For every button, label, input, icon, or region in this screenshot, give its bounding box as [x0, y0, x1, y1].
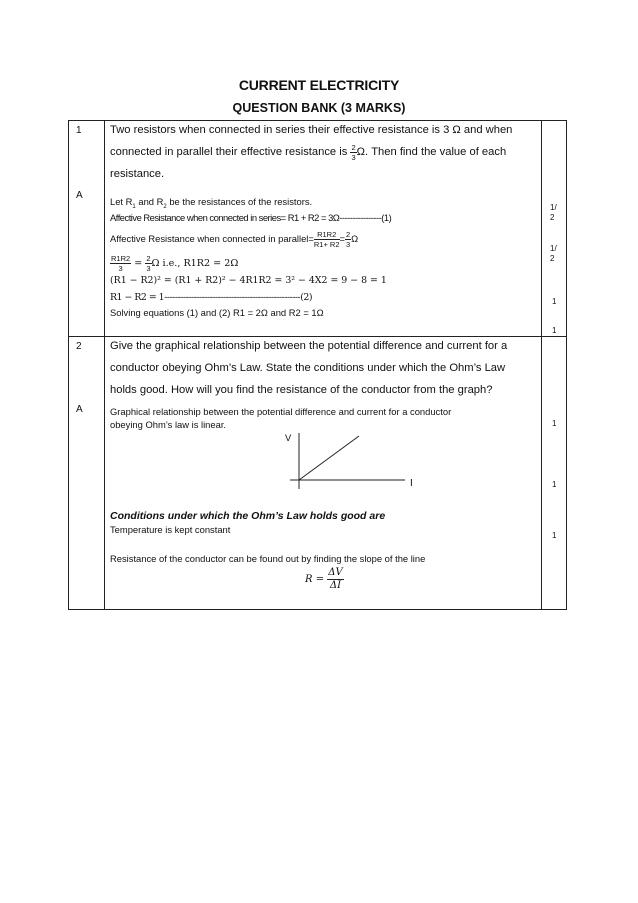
resistance-formula: [305, 567, 344, 592]
resistance-text: Resistance of the conductor can be found out by finding the slope of the line: [110, 553, 426, 564]
fraction-numerator: R1R2: [314, 230, 340, 240]
answer-text: [110, 196, 540, 322]
question-line: Two resistors when connected in series their effective resistance is 3 Ω and when: [110, 124, 513, 136]
fraction-numerator: ΔV: [328, 567, 343, 578]
conditions-heading: Conditions under which the Ohm’s Law holds good are: [110, 510, 386, 522]
answer-line: [110, 196, 540, 212]
answer-line: Graphical relationship between the potential difference and current for a conductor: [110, 406, 452, 417]
page-subtitle: QUESTION BANK (3 MARKS): [232, 101, 406, 115]
answer-line: R1 − R2 = 1---------------------------------------------------(2): [110, 292, 312, 303]
marks-value: 1: [552, 297, 557, 306]
question-line: resistance.: [110, 168, 165, 180]
answer-text-part: =: [131, 258, 146, 269]
question-line: conductor obeying Ohm’s Law. State the conditions under which the Ohm’s Law: [110, 362, 506, 374]
fraction-numerator: 2: [146, 254, 151, 264]
answer-line: [110, 251, 540, 275]
marks-value: 1: [552, 326, 557, 335]
question-line-text: Ω. Then find the value of each: [356, 146, 507, 158]
marks-value: 1/: [550, 244, 557, 253]
answer-line: Affective Resistance when connected in series= R1 + R2 = 3Ω----------------(1): [110, 212, 392, 223]
subscript: 2: [163, 203, 167, 210]
marks-value: 1/: [550, 203, 557, 212]
fraction: [314, 230, 340, 249]
question-line: [110, 141, 540, 163]
answer-text-part: and R: [135, 196, 164, 207]
answer-text-part: =: [339, 233, 345, 244]
page-title: CURRENT ELECTRICITY: [238, 77, 400, 93]
answer-text-part: Let R: [110, 196, 133, 207]
marks-value: 1: [552, 480, 557, 489]
fraction-numerator: 2: [345, 230, 351, 240]
answer-label: A: [76, 190, 83, 201]
fraction: [110, 254, 131, 273]
question-text: [110, 335, 542, 401]
graph-v-label: V: [285, 432, 292, 443]
marks-value: 2: [550, 254, 555, 263]
question-line: Give the graphical relationship between the potential difference and current for a: [110, 340, 508, 352]
fraction-denominator: 3: [118, 264, 123, 274]
formula-lhs: R =: [305, 574, 328, 585]
answer-text-part: be the resistances of the resistors.: [166, 196, 313, 207]
question-line: holds good. How will you find the resistance of the conductor from the graph?: [110, 384, 493, 396]
fraction-denominator: 3: [345, 240, 351, 250]
fraction-numerator: R1R2: [111, 254, 131, 264]
answer-label: A: [76, 404, 83, 415]
answer-line: (R1 − R2)² = (R1 + R2)² − 4R1R2 = 3² − 4X2 = 9 − 8 = 1: [110, 275, 387, 286]
question-text: [110, 119, 540, 185]
fraction-numerator: 2: [351, 142, 356, 152]
marks-value: 1: [552, 531, 557, 540]
subscript: 1: [132, 203, 136, 210]
fraction-denominator: R1+ R2: [313, 240, 340, 250]
answer-text-part: Ω: [351, 233, 359, 244]
question-line-text: connected in parallel their effective resistance is: [110, 146, 351, 158]
question-number: 1: [76, 125, 82, 136]
fraction-denominator: 3: [351, 152, 356, 162]
question-number: 2: [76, 341, 82, 352]
answer-line: Solving equations (1) and (2) R1 = 2Ω and R2 = 1Ω: [110, 307, 324, 318]
answer-text-part: Ω i.e., R1R2 = 2Ω: [151, 258, 239, 269]
fraction-denominator: ΔI: [329, 580, 342, 591]
answer-line: obeying Ohm’s law is linear.: [110, 419, 227, 430]
vi-graph: [280, 428, 430, 498]
fraction: [327, 567, 343, 592]
marks-value: 2: [550, 213, 555, 222]
answer-line: [110, 227, 540, 251]
linear-relation-line: [299, 436, 359, 480]
graph-i-label: I: [410, 478, 413, 489]
marks-value: 1: [552, 419, 557, 428]
fraction-denominator: 3: [146, 264, 151, 274]
conditions-text: Temperature is kept constant: [110, 524, 231, 535]
answer-text-part: Affective Resistance when connected in parallel=: [110, 233, 314, 244]
